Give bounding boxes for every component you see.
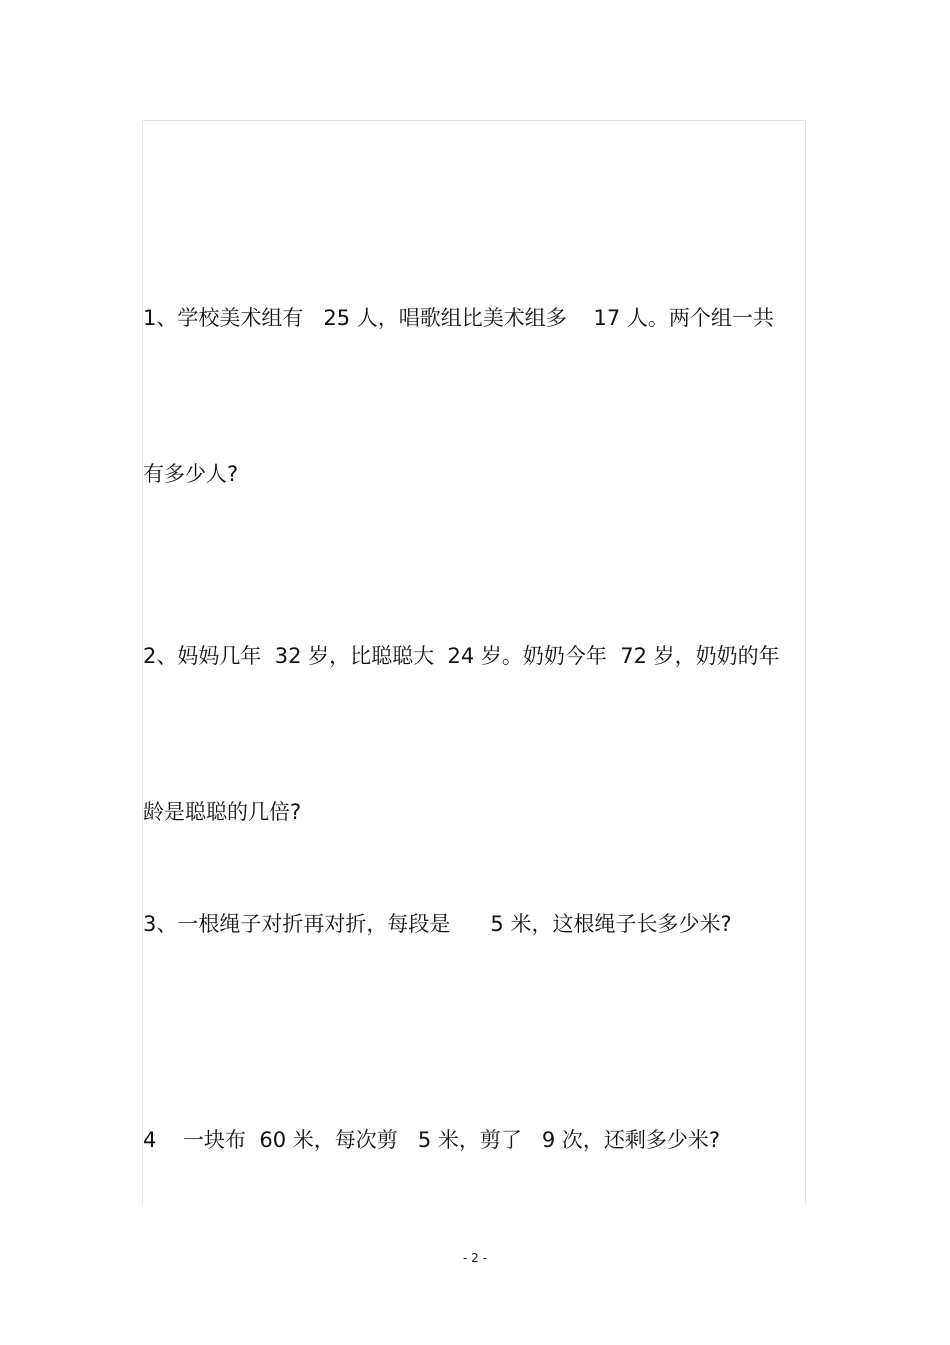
question-2-line-1: 2、妈妈几年 32 岁，比聪聪大 24 岁。奶奶今年 72 岁，奶奶的年 bbox=[143, 644, 780, 668]
question-4-line-1: 4 一块布 60 米，每次剪 5 米，剪了 9 次，还剩多少米? bbox=[143, 1128, 721, 1152]
question-1-line-1: 1、学校美术组有 25 人，唱歌组比美术组多 17 人。两个组一共 bbox=[143, 306, 774, 330]
question-1-line-2: 有多少人? bbox=[143, 462, 239, 486]
question-1 bbox=[143, 188, 813, 552]
question-3 bbox=[143, 794, 813, 1002]
question-3-line-1: 3、一根绳子对折再对折，每段是 5 米，这根绳子长多少米? bbox=[143, 912, 732, 936]
page-number: - 2 - bbox=[463, 1251, 487, 1265]
question-4 bbox=[143, 1010, 813, 1218]
question-2-line-2: 龄是聪聪的几倍? bbox=[143, 800, 302, 824]
